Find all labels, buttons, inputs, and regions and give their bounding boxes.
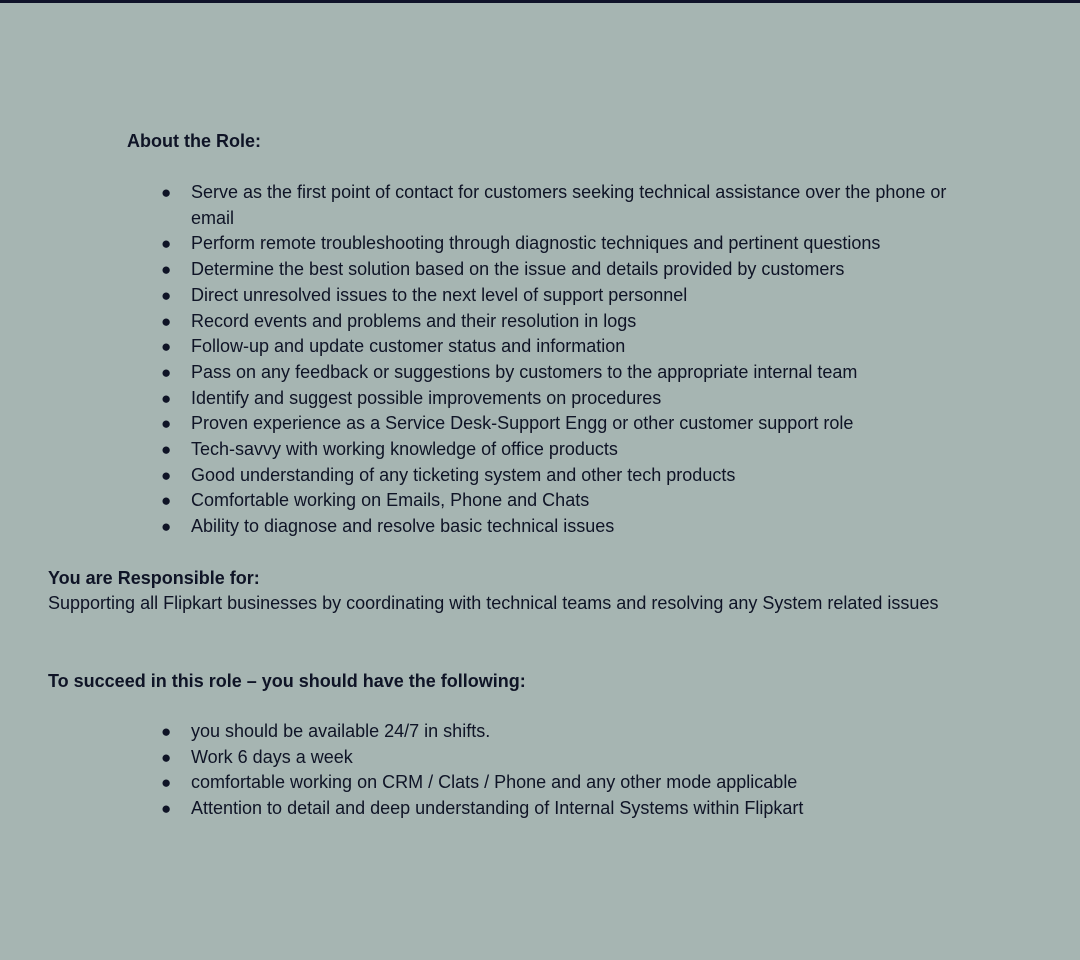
succeed-list (161, 719, 951, 822)
list-item: ● Ability to diagnose and resolve basic technical issues (161, 514, 951, 540)
bullet-icon: ● (161, 388, 172, 408)
bullet-icon: ● (161, 465, 172, 485)
bullet-icon: ● (161, 517, 172, 537)
list-item: ● Identify and suggest possible improvements on procedures (161, 386, 951, 412)
list-item: ● Direct unresolved issues to the next level of support personnel (161, 283, 951, 309)
list-item: ● Attention to detail and deep understanding of Internal Systems within Flipkart (161, 796, 951, 822)
bullet-icon: ● (161, 414, 172, 434)
list-item: ● comfortable working on CRM / Clats / Phone and any other mode applicable (161, 770, 951, 796)
bullet-icon: ● (161, 234, 172, 254)
bullet-icon: ● (161, 183, 172, 202)
succeed-heading: To succeed in this role – you should have the following: (48, 671, 526, 691)
bullet-icon: ● (161, 285, 172, 305)
bullet-icon: ● (161, 362, 172, 382)
list-item: ● Serve as the first point of contact for customers seeking technical assistance over the phone or email (161, 182, 947, 228)
list-item: ● Record events and problems and their resolution in logs (161, 309, 951, 335)
bullet-icon: ● (161, 440, 172, 460)
list-item: ● Good understanding of any ticketing system and other tech products (161, 463, 951, 489)
bullet-icon: ● (161, 773, 172, 793)
about-role-heading: About the Role: (127, 131, 261, 151)
bullet-icon: ● (161, 311, 172, 331)
bullet-icon: ● (161, 260, 172, 280)
bullet-icon: ● (161, 722, 172, 741)
list-item: ● Proven experience as a Service Desk-Support Engg or other customer support role (161, 411, 951, 437)
list-item: ● Perform remote troubleshooting through diagnostic techniques and pertinent questions (161, 231, 951, 257)
bullet-icon: ● (161, 747, 172, 767)
list-item: ● Determine the best solution based on the issue and details provided by customers (161, 257, 951, 283)
list-item: ● you should be available 24/7 in shifts. (161, 719, 951, 745)
bullet-icon: ● (161, 491, 172, 511)
list-item: ● Comfortable working on Emails, Phone and Chats (161, 488, 951, 514)
bullet-icon: ● (161, 799, 172, 819)
list-item: ● Pass on any feedback or suggestions by customers to the appropriate internal team (161, 360, 951, 386)
list-item: ● Work 6 days a week (161, 745, 951, 771)
list-item: ● Follow-up and update customer status and information (161, 334, 951, 360)
list-item: ● Tech-savvy with working knowledge of office products (161, 437, 951, 463)
about-role-list (161, 180, 951, 540)
bullet-icon: ● (161, 337, 172, 357)
responsible-text: Supporting all Flipkart businesses by coordinating with technical teams and resolving any System related issues (48, 593, 939, 613)
responsible-heading: You are Responsible for: (48, 568, 260, 588)
